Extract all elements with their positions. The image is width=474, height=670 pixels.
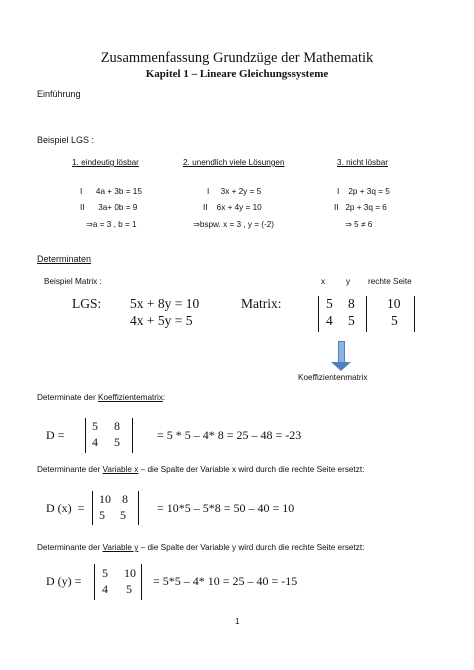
col-header-x: x (321, 277, 326, 286)
det-coeff-text: Determinate der Koeffizientematrix: (37, 393, 166, 402)
det-y-cell: 5 (102, 566, 108, 580)
det-d-cell: 5 (114, 435, 120, 449)
det-x-result: = 10*5 – 5*8 = 50 – 40 = 10 (157, 501, 295, 515)
case3-heading: 3. nicht lösbar (337, 158, 388, 167)
case1-eq1: I 4a + 3b = 15 (80, 187, 142, 196)
det-d-label: D = (46, 428, 65, 442)
det-y-result: = 5*5 – 4* 10 = 25 – 40 = -15 (153, 574, 298, 588)
intro-heading: Einführung (37, 89, 81, 99)
det-x-right-bar (138, 491, 139, 525)
case2-eq2: II 6x + 4y = 10 (203, 203, 262, 212)
koeffizientenmatrix-label: Koeffizientenmatrix (298, 373, 368, 382)
det-y-right-bar (141, 564, 142, 600)
down-arrow-head-icon (331, 362, 351, 371)
lgs-eq2: 4x + 5y = 5 (130, 313, 193, 328)
matrix-cell: 8 (348, 296, 355, 311)
det-y-cell: 4 (102, 582, 108, 596)
matrix-cell: 10 (387, 296, 401, 311)
det-d-cell: 8 (114, 419, 120, 433)
det-x-cell: 8 (122, 492, 128, 506)
case1-result: ⇒a = 3 , b = 1 (86, 220, 137, 229)
det-y-text: Determinante der Variable y – die Spalte der Variable y wird durch die rechte Seite ersetzt: (37, 543, 365, 552)
det-d-cell: 4 (92, 435, 98, 449)
page-number: 1 (235, 617, 240, 626)
case3-eq1: I 2p + 3q = 5 (337, 187, 390, 196)
page-title: Zusammenfassung Grundzüge der Mathematik (100, 50, 374, 66)
case1-heading: 1. eindeutig lösbar (72, 158, 139, 167)
matrix-cell: 5 (326, 296, 333, 311)
down-arrow-icon (338, 341, 345, 364)
chapter-subtitle: Kapitel 1 – Lineare Gleichungssysteme (145, 68, 329, 80)
matrix-label: Matrix: (241, 296, 282, 311)
case3-result: ⇒ 5 ≠ 6 (345, 220, 373, 229)
matrix-separator-bar (366, 296, 367, 332)
det-d-right-bar (132, 418, 133, 453)
lgs-eq1: 5x + 8y = 10 (130, 296, 200, 311)
matrix-cell: 5 (348, 313, 355, 328)
det-x-left-bar (92, 491, 93, 525)
example-lgs-label: Beispiel LGS : (37, 135, 95, 145)
case3-eq2: II 2p + 3q = 6 (334, 203, 387, 212)
det-d-left-bar (85, 418, 86, 453)
case2-heading: 2. unendlich viele Lösungen (183, 158, 285, 167)
det-x-cell: 5 (99, 508, 105, 522)
matrix-left-bar (318, 296, 319, 332)
det-y-left-bar (94, 564, 95, 600)
det-y-cell: 10 (124, 566, 136, 580)
det-x-text: Determinante der Variable x – die Spalte der Variable x wird durch die rechte Seite ersetzt: (37, 465, 365, 474)
det-d-result: = 5 * 5 – 4* 8 = 25 – 48 = -23 (157, 428, 302, 442)
determinanten-heading: Determinaten (37, 254, 92, 264)
matrix-right-bar (414, 296, 415, 332)
det-y-cell: 5 (126, 582, 132, 596)
matrix-cell: 4 (326, 313, 333, 328)
col-header-rhs: rechte Seite (368, 277, 412, 286)
case1-eq2: II 3a+ 0b = 9 (80, 203, 138, 212)
col-header-y: y (346, 277, 351, 286)
det-d-cell: 5 (92, 419, 98, 433)
det-x-label: D (x) = (46, 501, 85, 515)
case2-result: ⇒bspw. x = 3 , y = (-2) (193, 220, 275, 229)
example-matrix-label: Beispiel Matrix : (44, 277, 102, 286)
det-y-label: D (y) = (46, 574, 82, 588)
case2-eq1: I 3x + 2y = 5 (207, 187, 262, 196)
det-x-cell: 10 (99, 492, 111, 506)
matrix-cell: 5 (391, 313, 398, 328)
lgs-label: LGS: (72, 296, 102, 311)
det-x-cell: 5 (120, 508, 126, 522)
